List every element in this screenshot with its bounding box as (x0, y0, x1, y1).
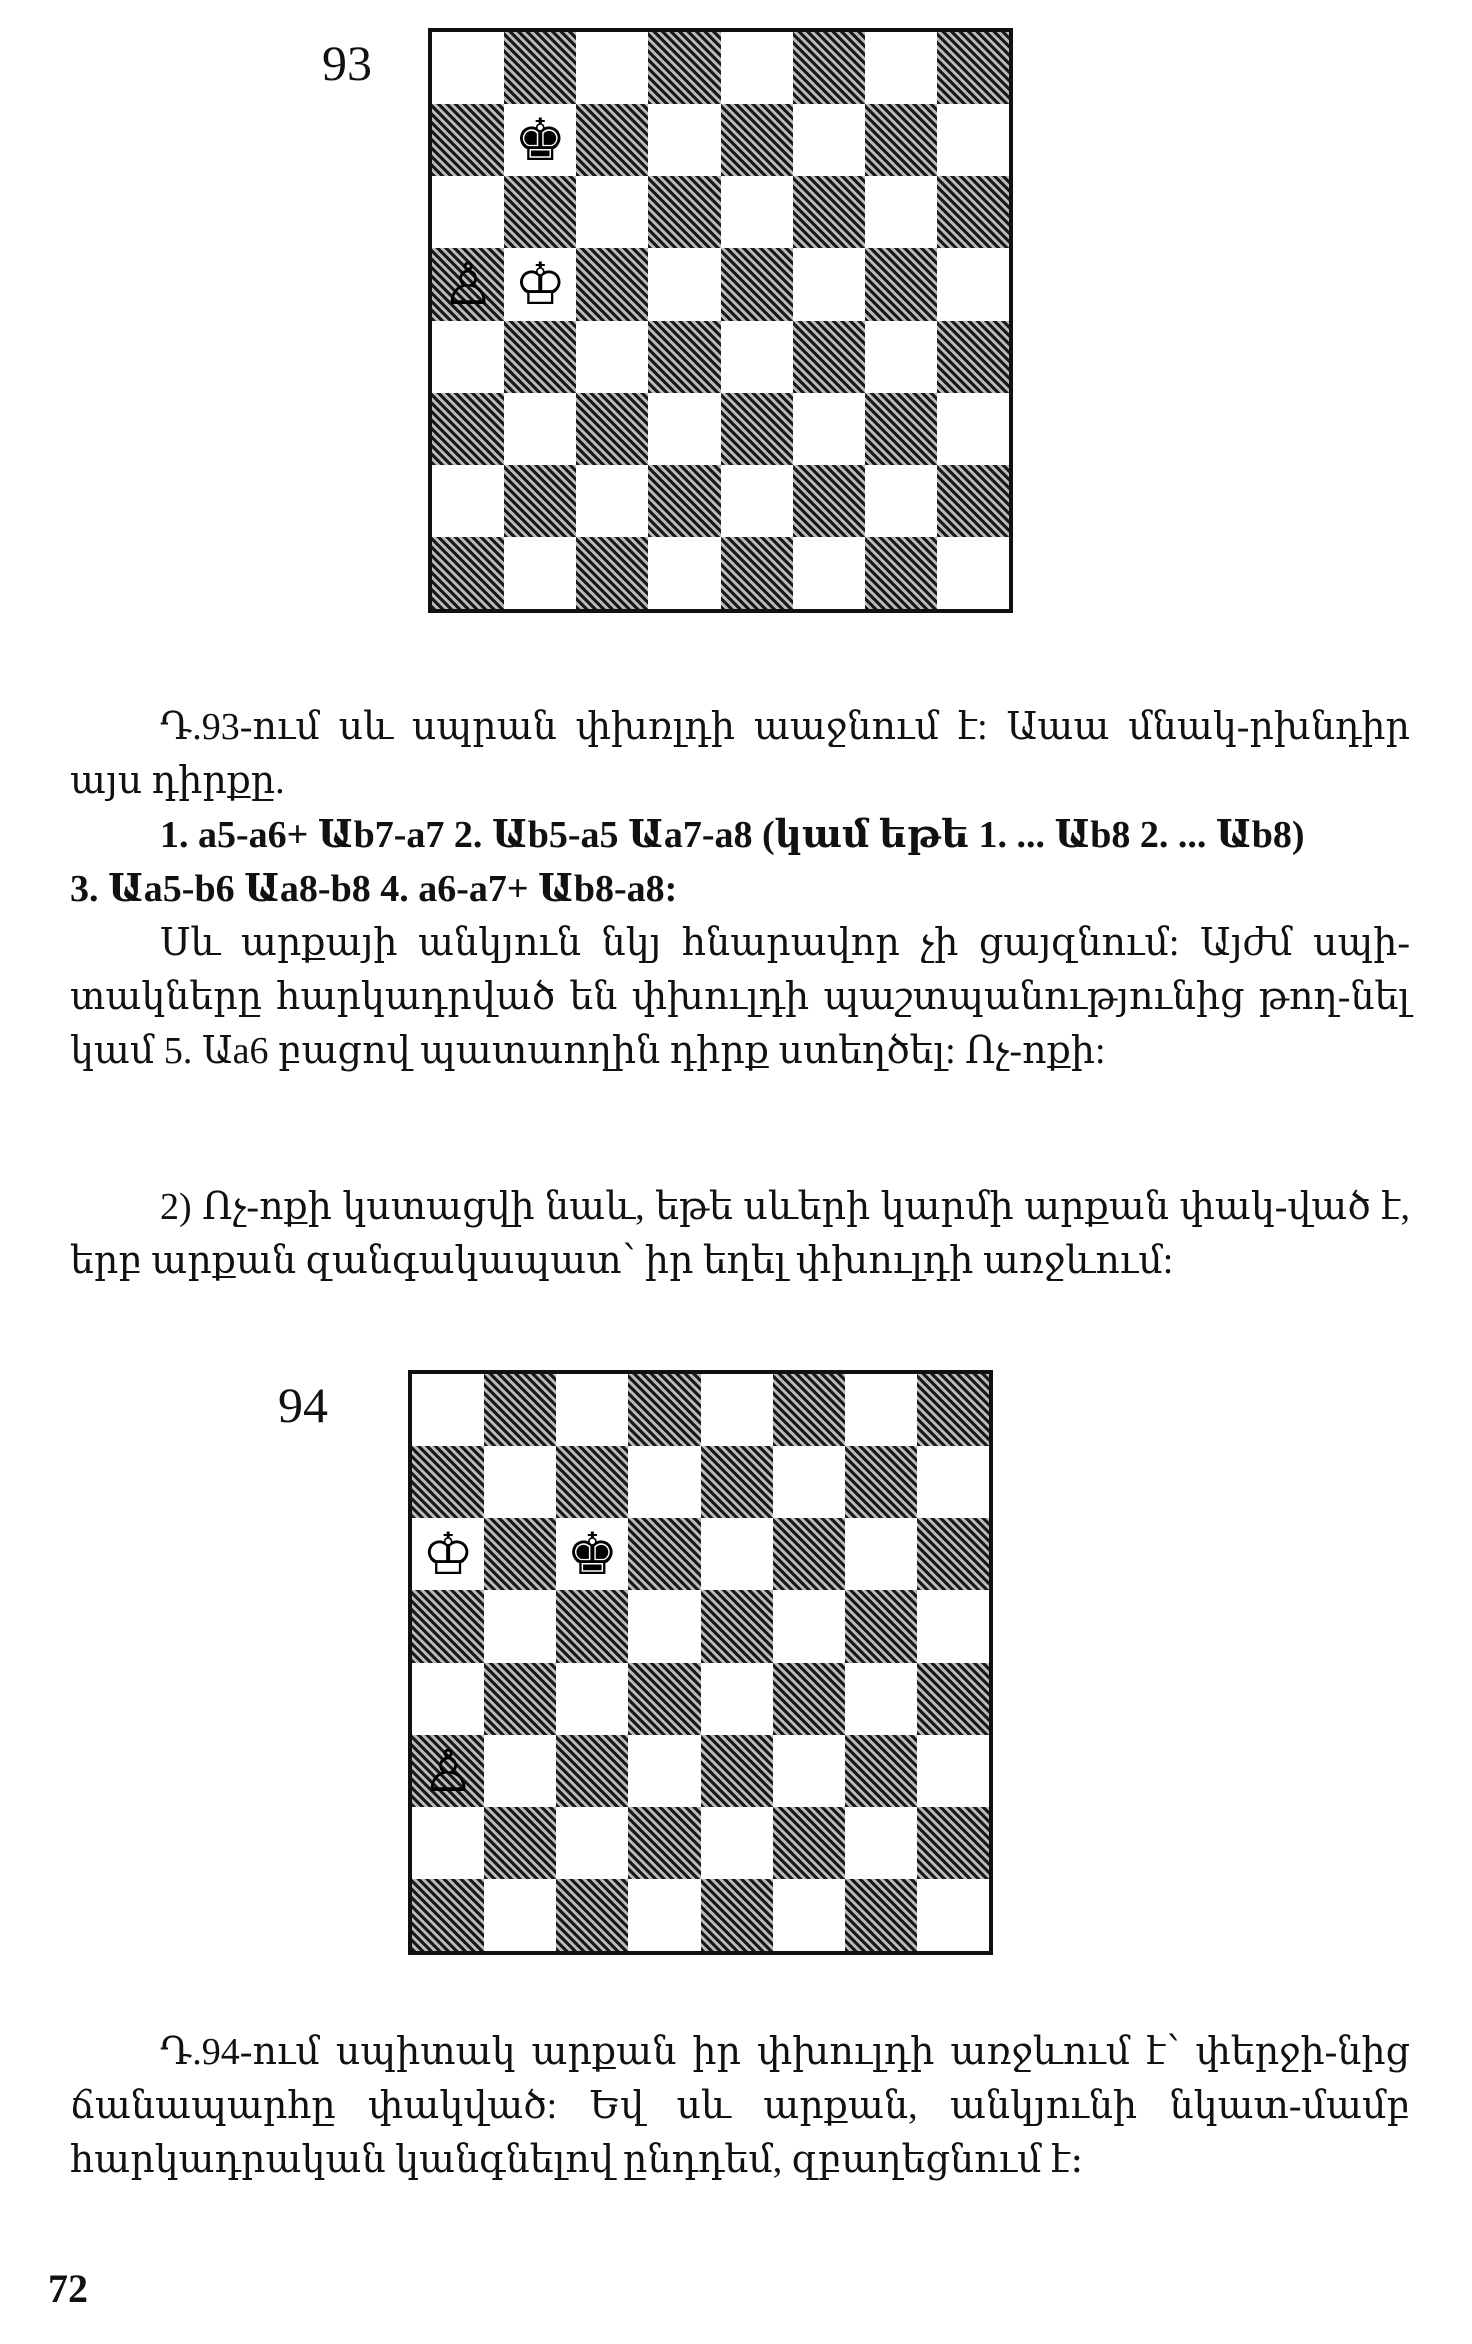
square-f7 (793, 104, 865, 176)
move-line-1: 1. a5-a6+ Աb7-a7 2. Աb5-a5 Աa7-a8 (կամ եթե 1. ... Աb8 2. ... Աb8) (160, 814, 1305, 856)
chessboard-diagram-93 (428, 28, 1013, 613)
square-b2 (504, 465, 576, 537)
square-h1 (937, 537, 1009, 609)
text-block-section-2 (70, 1180, 1410, 1288)
square-b7 (504, 104, 576, 176)
square-e4 (701, 1663, 773, 1735)
square-e7 (721, 104, 793, 176)
square-g3 (845, 1735, 917, 1807)
square-g7 (865, 104, 937, 176)
square-e3 (701, 1735, 773, 1807)
square-g4 (865, 321, 937, 393)
square-e5 (721, 248, 793, 320)
square-c8 (556, 1374, 628, 1446)
square-e6 (721, 176, 793, 248)
square-f4 (793, 321, 865, 393)
square-d6 (648, 176, 720, 248)
square-h8 (917, 1374, 989, 1446)
square-b4 (504, 321, 576, 393)
paragraph-93-conclusion: Սև արքայի անկյուն նկյ հնարավոր չի ցայզնում: Այժմ սպի-տակները հարկադրված են փխուլդի պաշտպանությունից թող-նել կամ 5. Աa6 բացով պատաողին դիրք ստեղծել: Ոչ-ոքի: (70, 922, 1410, 1072)
square-e2 (721, 465, 793, 537)
square-g6 (845, 1518, 917, 1590)
square-e1 (721, 537, 793, 609)
square-f7 (773, 1446, 845, 1518)
square-a1 (432, 537, 504, 609)
square-c4 (576, 321, 648, 393)
square-b7 (484, 1446, 556, 1518)
black-king-icon: ♚ (566, 1520, 619, 1589)
square-f5 (793, 248, 865, 320)
square-e2 (701, 1807, 773, 1879)
square-a4 (432, 321, 504, 393)
square-g7 (845, 1446, 917, 1518)
square-h5 (937, 248, 1009, 320)
square-e6 (701, 1518, 773, 1590)
square-b8 (504, 32, 576, 104)
square-d7 (648, 104, 720, 176)
square-e7 (701, 1446, 773, 1518)
square-h8 (937, 32, 1009, 104)
square-a6 (412, 1518, 484, 1590)
square-a7 (412, 1446, 484, 1518)
paragraph-93-intro: Դ.93-ում սև սպրան փխռլդի աաջնում է: Աաա մնակ-րխնդիր այս դիրքը. (70, 706, 1410, 802)
square-h2 (937, 465, 1009, 537)
white-king-icon: ♔ (422, 1520, 475, 1589)
square-e4 (721, 321, 793, 393)
square-f1 (793, 537, 865, 609)
square-c7 (576, 104, 648, 176)
white-king-icon: ♔ (514, 250, 567, 319)
square-d8 (628, 1374, 700, 1446)
square-f6 (773, 1518, 845, 1590)
square-a8 (412, 1374, 484, 1446)
square-d1 (628, 1879, 700, 1951)
diagram-93-number: 93 (322, 35, 372, 91)
square-a5 (412, 1590, 484, 1662)
paragraph-94: Դ.94-ում սպիտակ արքան իր փխուլդի առջևում է՝ փերջի-նից ճանապարհը փակված: Եվ սև արքան, անկյունի նկատ-մամբ հարկադրական կանգնելով ընդդեմ, զբաղեցնում է։ (70, 2031, 1410, 2181)
square-d3 (648, 393, 720, 465)
square-e1 (701, 1879, 773, 1951)
square-c2 (556, 1807, 628, 1879)
square-a6 (432, 176, 504, 248)
square-f4 (773, 1663, 845, 1735)
square-c1 (556, 1879, 628, 1951)
square-a4 (412, 1663, 484, 1735)
paragraph-section-2: 2) Ոչ-ոքի կստացվի նաև, եթե սևերի կարմի արքան փակ-ված է, երբ արքան զանգակապատ՝ իր եղել փխուլդի առջևում: (70, 1186, 1410, 1282)
square-g8 (865, 32, 937, 104)
square-f5 (773, 1590, 845, 1662)
text-block-94 (70, 2025, 1410, 2187)
square-f2 (773, 1807, 845, 1879)
square-c4 (556, 1663, 628, 1735)
square-h5 (917, 1590, 989, 1662)
square-c5 (576, 248, 648, 320)
square-g1 (865, 537, 937, 609)
square-c5 (556, 1590, 628, 1662)
square-b1 (484, 1879, 556, 1951)
square-h3 (917, 1735, 989, 1807)
text-block-93 (70, 700, 1410, 1078)
square-e3 (721, 393, 793, 465)
black-king-icon: ♚ (514, 106, 567, 175)
square-d1 (648, 537, 720, 609)
square-g3 (865, 393, 937, 465)
square-b4 (484, 1663, 556, 1735)
move-line-2: 3. Աa5-b6 Աa8-b8 4. a6-a7+ Աb8-a8: (70, 868, 678, 910)
square-h4 (937, 321, 1009, 393)
square-c2 (576, 465, 648, 537)
square-h7 (937, 104, 1009, 176)
square-d2 (648, 465, 720, 537)
square-c8 (576, 32, 648, 104)
square-c3 (576, 393, 648, 465)
square-d4 (648, 321, 720, 393)
square-g2 (845, 1807, 917, 1879)
square-e5 (701, 1590, 773, 1662)
square-c3 (556, 1735, 628, 1807)
square-h1 (917, 1879, 989, 1951)
white-pawn-icon: ♙ (442, 250, 495, 319)
square-c7 (556, 1446, 628, 1518)
square-g6 (865, 176, 937, 248)
square-f1 (773, 1879, 845, 1951)
diagram-94-number: 94 (278, 1377, 328, 1433)
square-h6 (917, 1518, 989, 1590)
square-g5 (865, 248, 937, 320)
square-a3 (412, 1735, 484, 1807)
square-c6 (576, 176, 648, 248)
square-g8 (845, 1374, 917, 1446)
square-d2 (628, 1807, 700, 1879)
square-b5 (484, 1590, 556, 1662)
square-g5 (845, 1590, 917, 1662)
square-b3 (484, 1735, 556, 1807)
square-d7 (628, 1446, 700, 1518)
square-c6 (556, 1518, 628, 1590)
square-d6 (628, 1518, 700, 1590)
square-b5 (504, 248, 576, 320)
square-d5 (628, 1590, 700, 1662)
square-g2 (865, 465, 937, 537)
square-f6 (793, 176, 865, 248)
square-h3 (937, 393, 1009, 465)
square-b6 (484, 1518, 556, 1590)
square-a2 (412, 1807, 484, 1879)
square-h2 (917, 1807, 989, 1879)
square-b8 (484, 1374, 556, 1446)
square-d4 (628, 1663, 700, 1735)
square-b2 (484, 1807, 556, 1879)
page-number: 72 (48, 2266, 88, 2311)
square-f8 (773, 1374, 845, 1446)
square-g4 (845, 1663, 917, 1735)
square-a1 (412, 1879, 484, 1951)
square-e8 (721, 32, 793, 104)
white-pawn-icon: ♙ (422, 1736, 475, 1805)
square-a2 (432, 465, 504, 537)
chessboard-diagram-94 (408, 1370, 993, 1955)
square-d5 (648, 248, 720, 320)
square-a3 (432, 393, 504, 465)
square-g1 (845, 1879, 917, 1951)
square-b1 (504, 537, 576, 609)
square-a5 (432, 248, 504, 320)
square-a8 (432, 32, 504, 104)
square-f3 (773, 1735, 845, 1807)
square-e8 (701, 1374, 773, 1446)
square-a7 (432, 104, 504, 176)
square-f3 (793, 393, 865, 465)
square-f8 (793, 32, 865, 104)
square-h4 (917, 1663, 989, 1735)
square-h7 (917, 1446, 989, 1518)
square-d8 (648, 32, 720, 104)
square-h6 (937, 176, 1009, 248)
square-f2 (793, 465, 865, 537)
square-d3 (628, 1735, 700, 1807)
square-b3 (504, 393, 576, 465)
square-c1 (576, 537, 648, 609)
square-b6 (504, 176, 576, 248)
